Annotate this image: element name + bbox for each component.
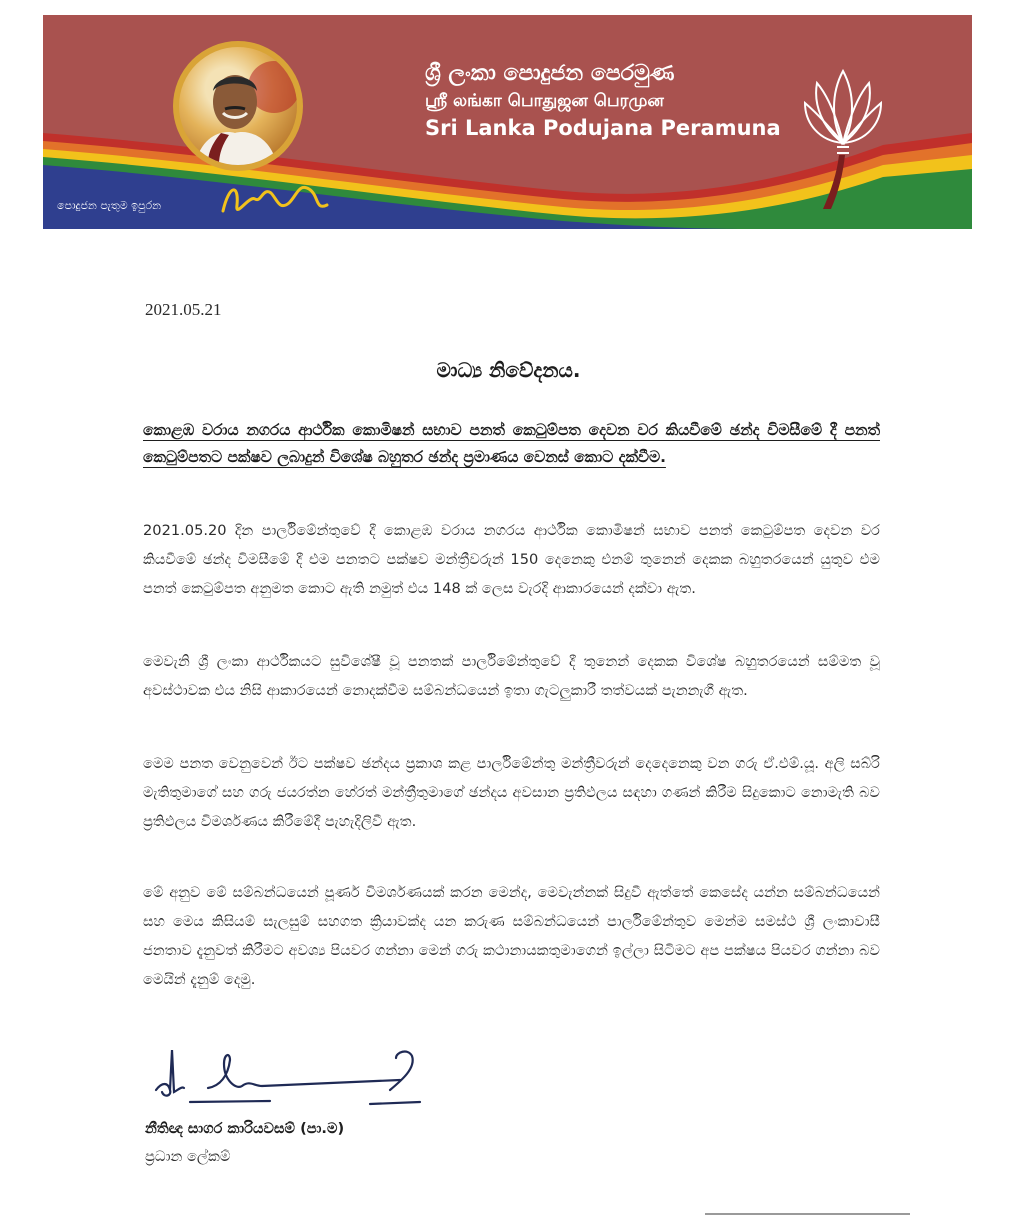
party-name-tamil: ஸ்ரீ லங்கா பொதுஜன பெரமுன	[425, 91, 664, 111]
leader-portrait	[173, 41, 303, 171]
lotus-logo-icon	[801, 63, 885, 213]
body-paragraph-2: මෙවැනි ශ්‍රී ලංකා ආර්ථිකයට සුවිශේෂී වූ පනතක් පාර්ලිමේන්තුවේ දී තුනෙන් දෙකක විශේෂ බහුතරයෙන් සම්මත වූ අවස්ථාවක එය නිසි ආකාරයෙන් නොදක්වීම සම්බන්ධයෙන් ඉතා ගැටලුකාරී තත්වයක් පැනනැගී ඇත.	[143, 653, 880, 699]
document-subject	[143, 417, 880, 471]
letterhead-banner	[43, 15, 972, 229]
body-paragraph-3: මෙම පනත වෙනුවෙන් ඊට පක්ෂව ඡන්දය ප්‍රකාශ කළ පාර්ලිමේන්තු මන්ත්‍රීවරුන් දෙදෙනෙකු වන ගරු ඒ.එම්.යූ. අලි සබ්රි මැතිතුමාගේ සහ ගරු ජයරත්න හේරත් මන්ත්‍රීතුමාගේ ඡන්දය අවසාන ප්‍රතිඵලය සඳහා ගණන් කිරීම සිදුකොට නොමැති බව ප්‍රතිඵලය විමර්ශණය කිරීමේදී පැහැදිලිවී ඇත.	[143, 755, 880, 830]
portrait-photo	[179, 47, 297, 165]
party-names	[425, 59, 785, 143]
body-paragraph-4: මේ අනුව මේ සම්බන්ධයෙන් පූර්ණ විමර්ශණයක් කරන මෙන්ද, මෙවැන්නක් සිදුවී ඇත්තේ කෙසේද යන්න සම්බන්ධයෙන් සහ මෙය කිසියම් සැලසුම් සහගත ක්‍රියාවක්ද යන කරුණ සම්බන්ධයෙන් පාර්ලිමේන්තුව මෙන්ම සමස්ථ ශ්‍රී ලංකාවාසී ජනතාව දැනුවත් කිරීමට අවශ්‍ය පියවර ගන්නා මෙන් ගරු කථානායකතුමාගෙන් ඉල්ලා සිටිමට අප පක්ෂය පියවර ගන්නා බව මෙයින් දැනුම් දෙමු.	[143, 884, 880, 988]
party-slogan: පොදුජන පැතුම ඉපුරන	[57, 199, 162, 212]
party-name-english: Sri Lanka Podujana Peramuna	[425, 116, 781, 140]
signatory-name: නීතිඥ සාගර කාරියවසම් (පා.ම)	[145, 1120, 345, 1137]
bottom-divider	[705, 1213, 910, 1215]
body-paragraph-1: 2021.05.20 දින පාර්ලිමේන්තුවේ දී කොළඹ වරාය නගරය ආර්ථික කොමිෂන් සභාව පනත් කෙටුම්පත දෙවන වර කියවීමේ ඡන්ද විමසීමේ දී එම පනතට පක්ෂව මන්ත්‍රීවරුන් 150 දෙනෙකු එනම් තුනෙන් දෙකක බහුතරයෙන් යුතුව එම පනත් කෙටුම්පත අනුමත කොට ඇති නමුත් එය 148 ක් ලෙස වැරදි ආකාරයෙන් දක්වා ඇත.	[143, 522, 880, 597]
leader-signature-logo	[219, 175, 337, 223]
document-title: මාධ්‍ය නිවේදනය.	[436, 358, 581, 382]
party-name-sinhala: ශ්‍රී ලංකා පොදුජන පෙරමුණ	[425, 61, 675, 86]
subject-text: කොළඹ වරාය නගරය ආර්ථික කොමිෂන් සභාව පනත් කෙටුම්පත දෙවන වර කියවීමේ ඡන්ද විමසීමේ දී පනත් කෙටුම්පතට පක්ෂව ලබාදුන් විශේෂ බහුතර ඡන්ද ප්‍රමාණය වෙනස් කොට දක්වීම.	[143, 421, 880, 466]
document-date: 2021.05.21	[145, 300, 222, 319]
handwritten-signature	[150, 1046, 430, 1108]
signatory-title: ප්‍රධාන ලේකම්	[145, 1148, 231, 1165]
